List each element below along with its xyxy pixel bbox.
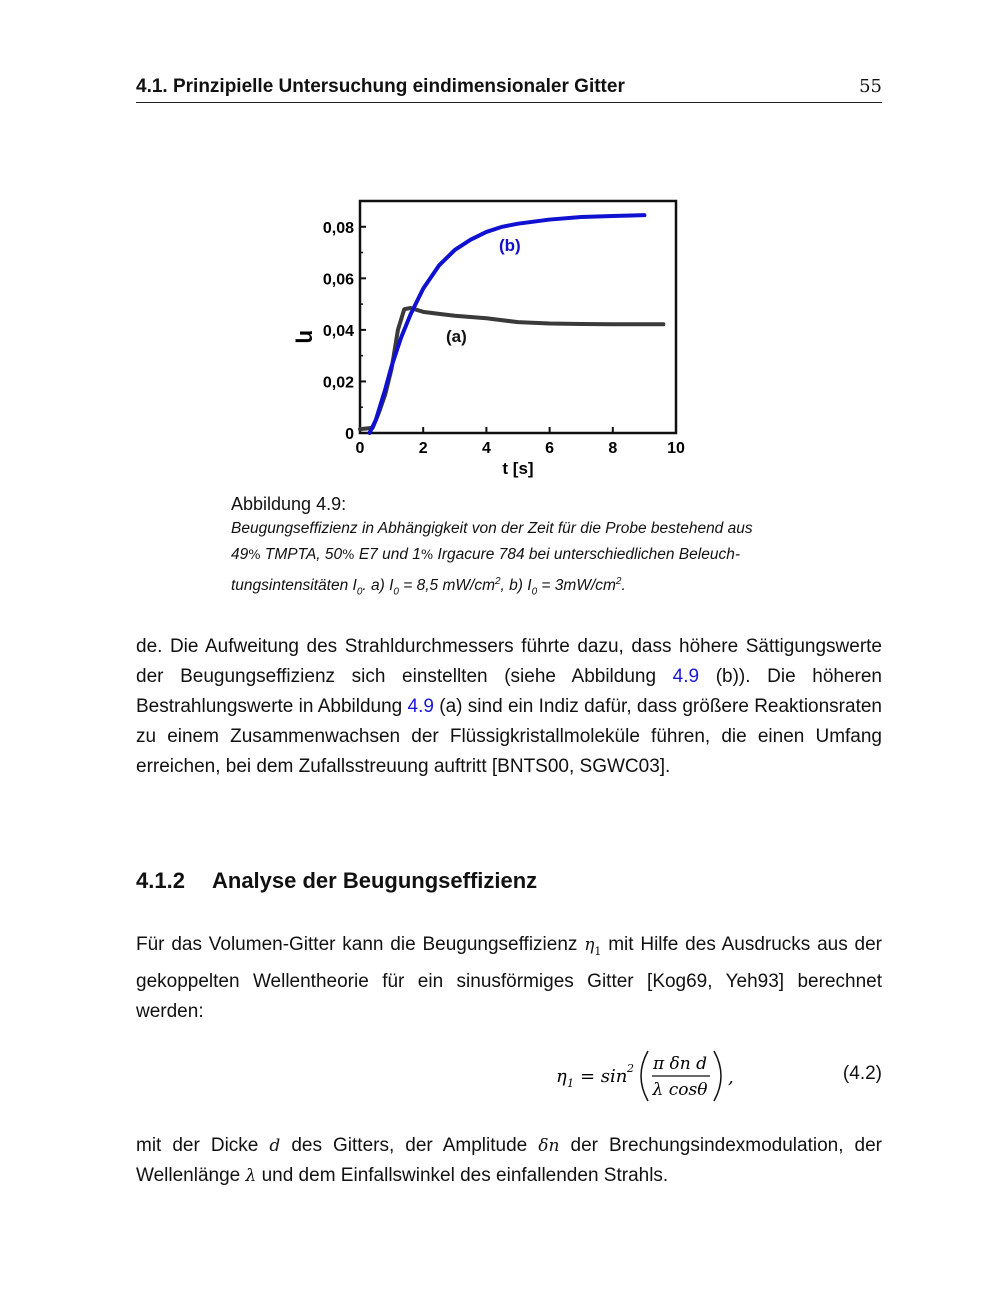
eta-vs-time-chart: [270, 190, 710, 490]
svg-text:η: η: [556, 1066, 567, 1087]
page-header: [136, 76, 882, 103]
figure-caption: [231, 492, 791, 605]
x-tick-label: 2: [418, 440, 428, 457]
y-tick-label: 0,08: [322, 219, 354, 237]
y-tick-label: 0: [345, 426, 354, 443]
x-tick-label: 4: [481, 440, 491, 457]
series-label-b: (b): [499, 236, 521, 255]
y-tick-label: 0,06: [322, 271, 354, 289]
x-tick-label: 10: [667, 440, 685, 457]
svg-text:1: 1: [567, 1077, 574, 1090]
x-axis-label: t [s]: [502, 459, 534, 478]
y-axis-label: η: [295, 330, 320, 344]
paragraph-variables: mit der Dicke d des Gitters, der Amplitude δn der Brechungsindexmodulation, der Wellenlänge λ und dem Einfallswinkel des einfallenden Strahls.: [136, 1135, 882, 1186]
svg-text:2: 2: [627, 1062, 634, 1075]
y-tick-label: 0,02: [322, 374, 354, 392]
equation-number: (4.2): [842, 1063, 882, 1084]
paragraph-saturation: de. Die Aufweitung des Strahldurchmessers führte dazu, dass höhere Sättigungswerte der Beugungseffizienz sich einstellten (siehe Abbildung 4.9 (b)). Die höheren Bestrahlungswerte in Abbildung 4.9 (a) sind ein Indiz dafür, dass größere Reaktionsraten zu einem Zusammenwachsen der Flüssigkristallmoleküle führen, die einen Umfang erreichen, bei dem Zufallsstreuung auftritt [BNTS00, SGWC03].: [136, 636, 882, 777]
series-label-a: (a): [446, 327, 467, 346]
equation-4-2: [136, 1045, 882, 1107]
x-tick-label: 6: [545, 440, 555, 457]
figure-ref-link[interactable]: 4.9: [407, 696, 434, 717]
x-tick-label: 0: [355, 440, 365, 457]
x-tick-label: 8: [608, 440, 618, 457]
paragraph-coupled-wave: Für das Volumen-Gitter kann die Beugungseffizienz $\eta_1$ mit Hilfe des Ausdrucks aus der gekoppelten Wellentheorie für ein sinusförmiges Gitter [Kog69, Yeh93] berechnet werden:: [136, 934, 882, 1022]
figure-ref-link[interactable]: 4.9: [672, 666, 700, 687]
page-number: 55: [859, 76, 882, 97]
caption-label: Abbildung 4.9:: [231, 494, 347, 514]
svg-text:π δn d: π δn d: [652, 1054, 708, 1074]
section-number: 4.1.2: [136, 868, 185, 893]
section-title: Analyse der Beugungseffizienz: [212, 868, 538, 893]
svg-text:= sin: = sin: [580, 1066, 628, 1087]
y-tick-label: 0,04: [322, 322, 354, 340]
equation-formula: [556, 1045, 756, 1107]
svg-text:λ cosθ: λ cosθ: [652, 1080, 708, 1100]
section-heading: [136, 868, 537, 894]
svg-text:,: ,: [728, 1067, 734, 1088]
caption-text: Beugungseffizienz in Abhängigkeit von der Zeit für die Probe bestehend aus 49% TMPTA, 50% E7 und 1% Irgacure 784 bei unterschiedlichen Beleuch- tungsintensitäten $I_0$. a) $I_0 = 8,5$ $mW/cm^2$, b) $I_0 = 3mW/cm^2$.: [231, 520, 753, 598]
running-head: 4.1. Prinzipielle Untersuchung eindimensionaler Gitter: [136, 76, 625, 97]
